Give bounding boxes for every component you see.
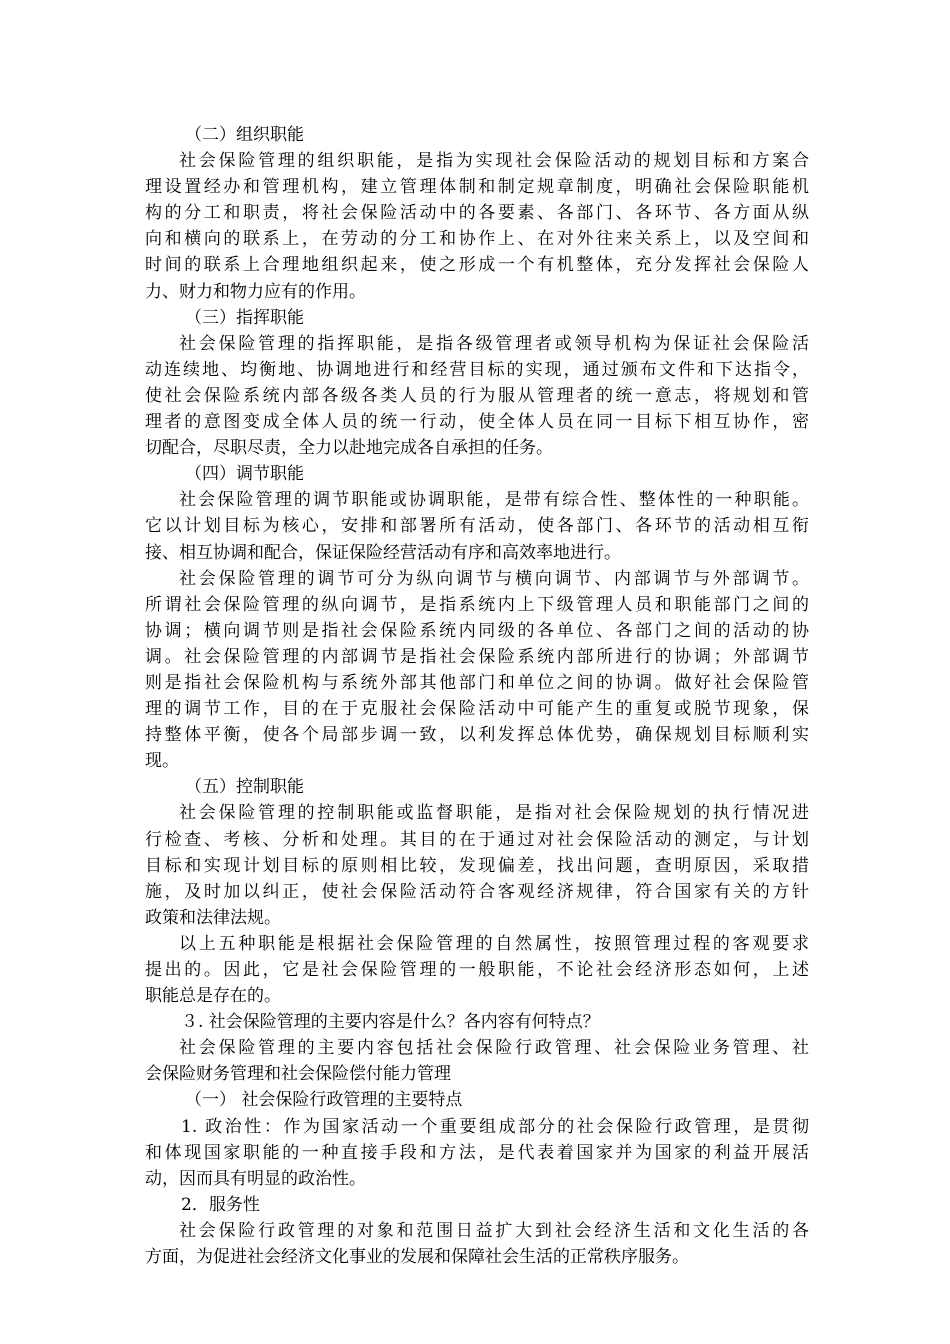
text-line: （一） 社会保险行政管理的主要特点	[185, 1090, 463, 1111]
text-line: 职能总是存在的。	[145, 986, 281, 1007]
text-line: 向和横向的联系上，在劳动的分工和协作上、在对外往来关系上，以及空间和	[145, 229, 809, 250]
text-line: 调。社会保险管理的内部调节是指社会保险系统内部所进行的协调；外部调节	[145, 646, 809, 667]
text-line: 社会保险管理的指挥职能，是指各级管理者或领导机构为保证社会保险活	[179, 333, 809, 354]
text-line: 则是指社会保险机构与系统外部其他部门和单位之间的协调。做好社会保险管	[145, 672, 809, 693]
text-line: 切配合，尽职尽责，全力以赴地完成各自承担的任务。	[145, 438, 553, 459]
text-line: 社会保险管理的主要内容包括社会保险行政管理、社会保险业务管理、社	[179, 1038, 809, 1059]
text-line: ３. 社会保险管理的主要内容是什么？各内容有何特点？	[181, 1012, 600, 1033]
text-line: 和体现国家职能的一种直接手段和方法，是代表着国家并为国家的利益开展活	[145, 1142, 809, 1163]
text-line: 社会保险管理的调节可分为纵向调节与横向调节、内部调节与外部调节。	[179, 568, 809, 589]
text-line: （二）组织职能	[185, 125, 304, 145]
text-line: 行检查、考核、分析和处理。其目的在于通过对社会保险活动的测定，与计划	[145, 829, 809, 850]
text-line: 会保险财务管理和社会保险偿付能力管理	[145, 1064, 451, 1085]
text-line: 持整体平衡，使各个局部步调一致，以利发挥总体优势，确保规划目标顺利实	[145, 725, 809, 746]
text-line: 目标和实现计划目标的原则相比较，发现偏差，找出问题，查明原因，采取措	[145, 855, 809, 876]
text-line: 2．服务性	[181, 1194, 260, 1215]
document-page	[145, 122, 809, 1270]
text-line: 现。	[145, 751, 179, 772]
text-line: 接、相互协调和配合，保证保险经营活动有序和高效率地进行。	[145, 542, 621, 563]
text-line: （五）控制职能	[185, 777, 304, 798]
text-line: 所谓社会保险管理的纵向调节，是指系统内上下级管理人员和职能部门之间的	[145, 594, 809, 615]
text-line: 理者的意图变成全体人员的统一行动，使全体人员在同一目标下相互协作，密	[145, 412, 809, 433]
text-line: 施，及时加以纠正，使社会保险活动符合客观经济规律，符合国家有关的方针	[145, 881, 809, 902]
text-line: 理设置经办和管理机构，建立管理体制和制定规章制度，明确社会保险职能机	[145, 177, 809, 198]
text-line: 社会保险行政管理的对象和范围日益扩大到社会经济生活和文化生活的各	[179, 1220, 809, 1241]
text-line: 构的分工和职责，将社会保险活动中的各要素、各部门、各环节、各方面从纵	[145, 203, 809, 224]
text-line: （四）调节职能	[185, 464, 304, 485]
text-line: 使社会保险系统内部各级各类人员的行为服从管理者的统一意志，将规划和管	[145, 385, 809, 406]
text-line: 提出的。因此，它是社会保险管理的一般职能，不论社会经济形态如何，上述	[145, 960, 809, 980]
text-line: 力、财力和物力应有的作用。	[145, 281, 366, 302]
text-line: 理的调节工作，目的在于克服社会保险活动中可能产生的重复或脱节现象，保	[145, 699, 809, 720]
text-line: 政策和法律法规。	[145, 907, 281, 928]
text-line: 1. 政治性：作为国家活动一个重要组成部分的社会保险行政管理，是贯彻	[181, 1116, 809, 1137]
text-line: 方面，为促进社会经济文化事业的发展和保障社会生活的正常秩序服务。	[145, 1247, 689, 1268]
text-line: 动，因而具有明显的政治性。	[145, 1168, 366, 1189]
text-line: 它以计划目标为核心，安排和部署所有活动，使各部门、各环节的活动相互衔	[145, 516, 809, 537]
text-line: 社会保险管理的调节职能或协调职能，是带有综合性、整体性的一种职能。	[179, 490, 809, 511]
text-line: 社会保险管理的组织职能，是指为实现社会保险活动的规划目标和方案合	[179, 151, 809, 172]
text-line: 社会保险管理的控制职能或监督职能，是指对社会保险规划的执行情况进	[179, 803, 809, 824]
text-line: 协调；横向调节则是指社会保险系统内同级的各单位、各部门之间的活动的协	[145, 620, 809, 641]
text-line: 动连续地、均衡地、协调地进行和经营目标的实现，通过颁布文件和下达指令，	[145, 359, 809, 380]
text-line: （三）指挥职能	[185, 307, 304, 328]
text-line: 以上五种职能是根据社会保险管理的自然属性，按照管理过程的客观要求	[179, 933, 809, 954]
text-line: 时间的联系上合理地组织起来，使之形成一个有机整体，充分发挥社会保险人	[145, 255, 809, 276]
